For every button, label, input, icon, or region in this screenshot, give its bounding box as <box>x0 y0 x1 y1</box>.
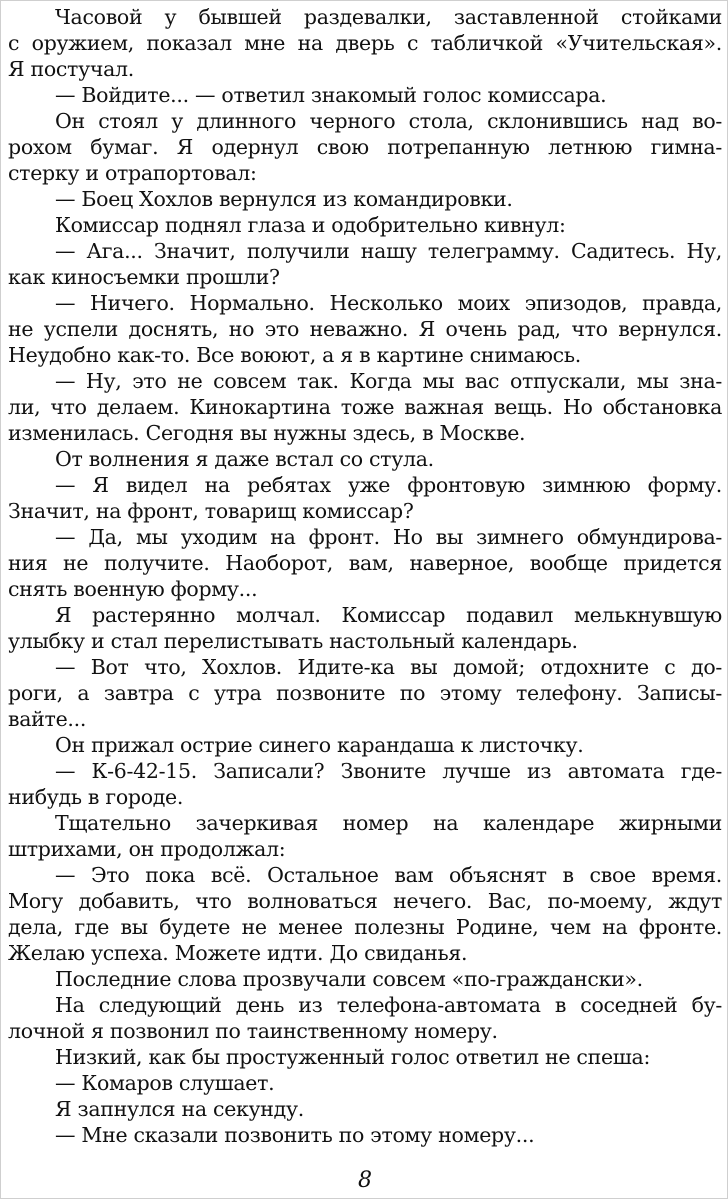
text-line: Я постучал. <box>8 57 134 81</box>
text-line: От волнения я даже встал со стула. <box>55 447 434 471</box>
text-line: снять военную форму... <box>8 577 258 601</box>
text-line: Тщательно зачеркивая номер на календаре жирными <box>55 811 722 835</box>
text-line: дела, где вы будете не менее полезны Родине, чем на фронте. <box>8 915 722 939</box>
text-line: Я запнулся на секунду. <box>55 1097 304 1121</box>
text-line: На следующий день из телефона-автомата в соседней бу- <box>55 993 722 1017</box>
text-line: — Вот что, Хохлов. Идите-ка вы домой; отдохните с до- <box>55 655 722 679</box>
text-line: ли, что делаем. Кинокартина тоже важная вещь. Но обстановка <box>8 395 722 419</box>
text-line: рохом бумаг. Я одернул свою потрепанную летнюю гимна- <box>8 135 722 159</box>
text-line: лочной я позвонил по таинственному номеру. <box>8 1019 498 1043</box>
text-line: Неудобно как-то. Все воюют, а я в картине снимаюсь. <box>8 343 581 367</box>
text-line: Могу добавить, что волноваться нечего. Вас, по-моему, ждут <box>8 889 722 913</box>
text-line: — Да, мы уходим на фронт. Но вы зимнего обмундирова- <box>55 525 722 549</box>
text-line: Я растерянно молчал. Комиссар подавил мелькнувшую <box>55 603 722 627</box>
text-line: — Ну, это не совсем так. Когда мы вас отпускали, мы зна- <box>55 369 722 393</box>
text-line: Комиссар поднял глаза и одобрительно кивнул: <box>55 213 566 237</box>
text-line: роги, а завтра с утра позвоните по этому телефону. Записы- <box>8 681 722 705</box>
text-line: нибудь в городе. <box>8 785 184 809</box>
text-line: — Мне сказали позвонить по этому номеру... <box>55 1123 535 1147</box>
text-line: — Ничего. Нормально. Несколько моих эпизодов, правда, <box>55 291 722 315</box>
text-line: Низкий, как бы простуженный голос ответил не спеша: <box>55 1045 651 1069</box>
text-line: — Я видел на ребятах уже фронтовую зимнюю форму. <box>55 473 722 497</box>
page-number: 8 <box>358 1168 372 1193</box>
text-line: — Это пока всё. Остальное вам объяснят в свое время. <box>55 863 722 887</box>
text-line: — К-6-42-15. Записали? Звоните лучше из автомата где- <box>55 759 722 783</box>
text-line: — Боец Хохлов вернулся из командировки. <box>55 187 513 211</box>
text-line: Значит, на фронт, товарищ комиссар? <box>8 499 414 523</box>
text-line: Он прижал острие синего карандаша к листочку. <box>55 733 584 757</box>
text-line: не успели доснять, но это неважно. Я очень рад, что вернулся. <box>8 317 722 341</box>
text-line: — Войдите... — ответил знакомый голос комиссара. <box>55 83 607 107</box>
text-line: изменилась. Сегодня вы нужны здесь, в Москве. <box>8 421 526 445</box>
text-line: стерку и отрапортовал: <box>8 161 257 185</box>
text-line: улыбку и стал перелистывать настольный календарь. <box>8 629 578 653</box>
text-line: Желаю успеха. Можете идти. До свиданья. <box>8 941 468 965</box>
text-line: ния не получите. Наоборот, вам, наверное, вообще придется <box>8 551 722 575</box>
text-line: вайте... <box>8 707 87 731</box>
text-line: штрихами, он продолжал: <box>8 837 286 861</box>
text-line: с оружием, показал мне на дверь с табличкой «Учительская». <box>8 31 722 55</box>
text-line: Часовой у бывшей раздевалки, заставленной стойками <box>55 5 722 29</box>
text-line: Последние слова прозвучали совсем «по-граждански». <box>55 967 643 991</box>
text-line: — Комаров слушает. <box>55 1071 275 1095</box>
text-line: как киносъемки прошли? <box>8 265 280 289</box>
page-text <box>8 4 722 1148</box>
text-line: — Ага... Значит, получили нашу телеграмму. Садитесь. Ну, <box>55 239 722 263</box>
text-line: Он стоял у длинного черного стола, склонившись над во- <box>55 109 722 133</box>
